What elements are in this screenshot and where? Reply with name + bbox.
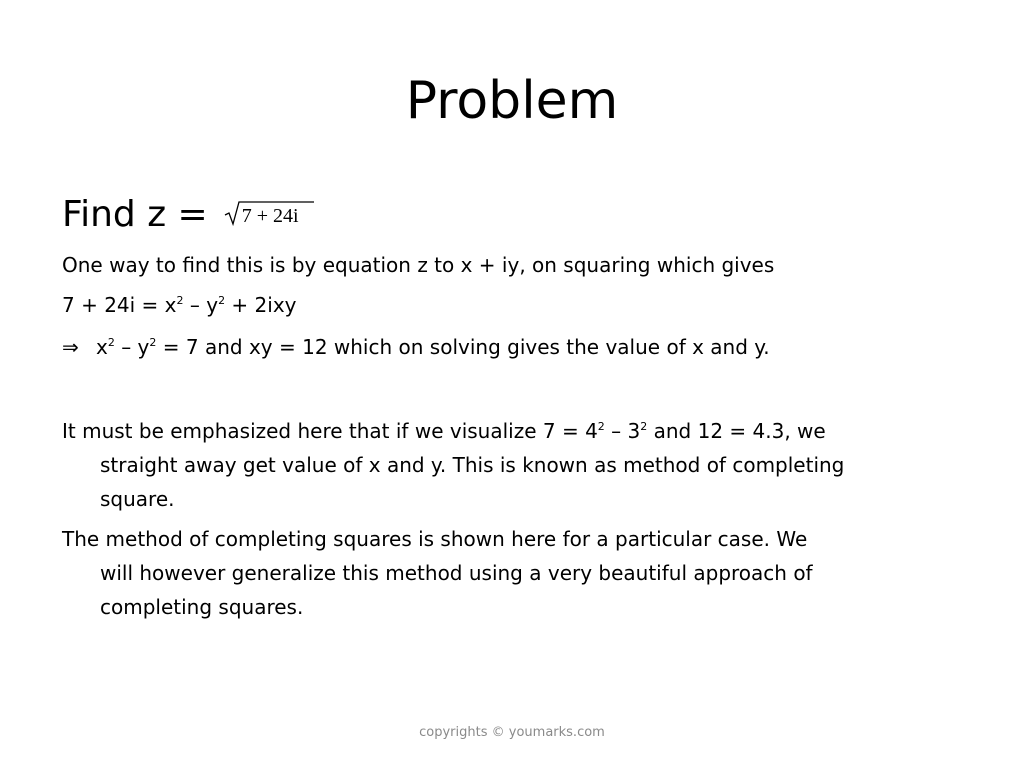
find-label: Find z = [62,194,208,235]
slide-title: Problem [405,71,619,131]
paragraph-method [62,522,962,624]
paragraph-line: completing squares. [100,595,304,619]
text-part: – 3 [604,419,641,443]
paragraph-line: square. [100,487,175,511]
eq-part: x [96,335,108,359]
exponent: 2 [149,336,157,349]
implies-icon: ⇒ [62,335,79,359]
exponent: 2 [597,420,605,433]
line-squared-equation [62,288,972,322]
paragraph-line: will however generalize this method using a very beautiful approach of [100,561,813,585]
find-statement [62,192,301,237]
exponent: 2 [218,294,226,307]
eq-part: + 2ixy [225,293,297,317]
paragraph-line: straight away get value of x and y. This is known as method of completing [100,453,845,477]
exponent: 2 [640,420,648,433]
eq-part: – y [183,293,219,317]
exponent: 2 [176,294,184,307]
copyright-footer: copyrights © youmarks.com [419,725,605,740]
paragraph-line [62,414,962,448]
text-part: It must be emphasized here that if we visualize 7 = 4 [62,419,598,443]
paragraph-emphasis [62,414,962,516]
radicand: 7 + 24i [241,205,299,227]
paragraph-line: The method of completing squares is shown here for a particular case. We [62,527,808,551]
eq-part: – y [114,335,150,359]
square-root-expression [224,203,301,227]
text-part: and 12 = 4.3, we [647,419,826,443]
line-implies [62,330,972,364]
eq-part: 7 + 24i = x [62,293,177,317]
line-method: One way to find this is by equation z to x + iy, on squaring which gives [62,253,775,277]
exponent: 2 [107,336,115,349]
eq-part: = 7 and xy = 12 which on solving gives the value of x and y. [156,335,770,359]
